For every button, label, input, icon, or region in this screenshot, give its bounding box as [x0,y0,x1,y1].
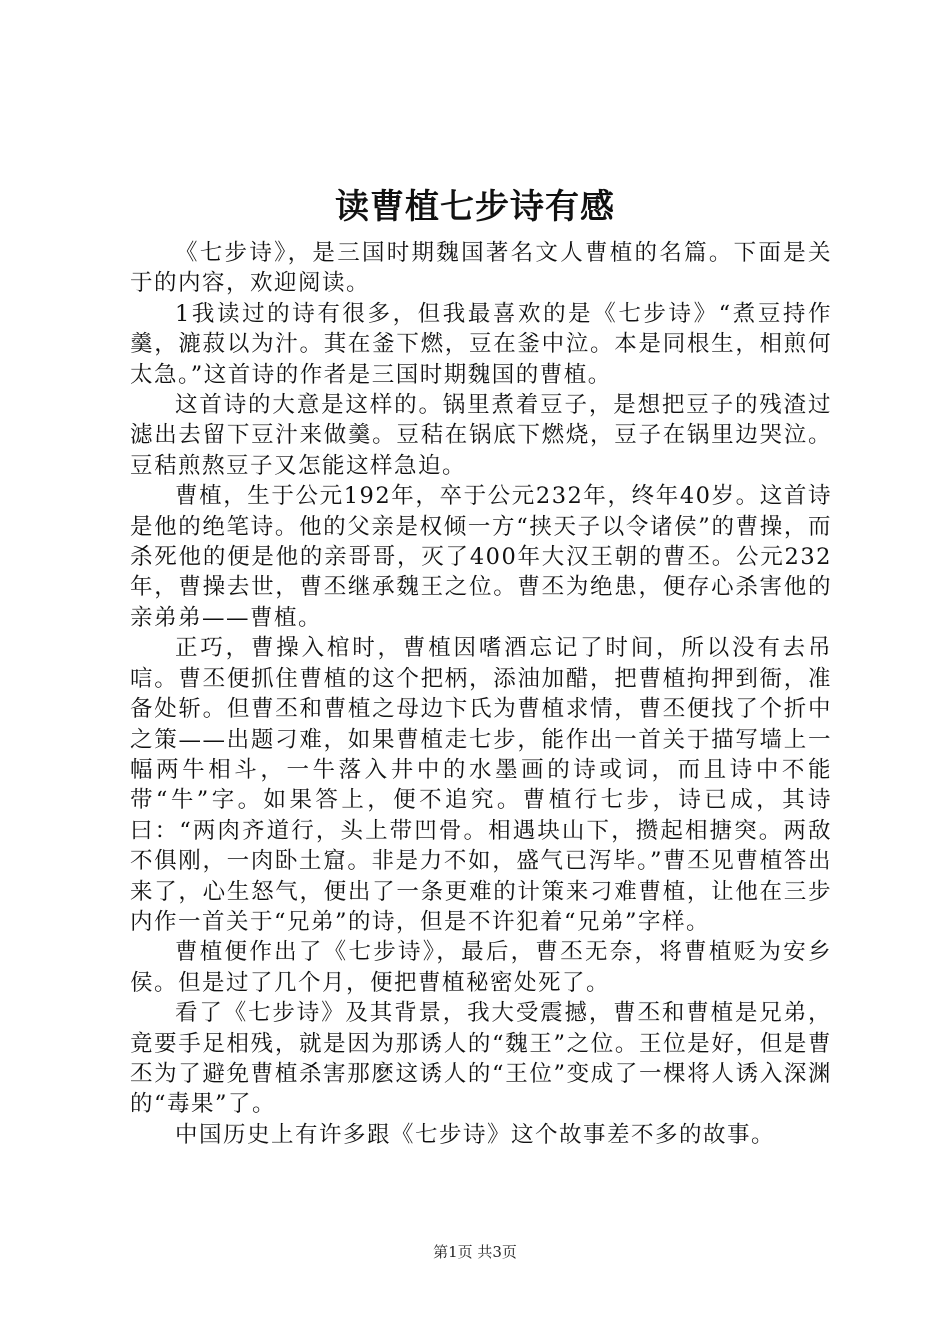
paragraph: 1我读过的诗有很多，但我最喜欢的是《七步诗》“煮豆持作羹，漉菽以为汁。萁在釜下燃，豆在釜中泣。本是同根生，相煎何太急。”这首诗的作者是三国时期魏国的曹植。 [130,300,832,388]
paragraph: 这首诗的大意是这样的。锅里煮着豆子，是想把豆子的残渣过滤出去留下豆汁来做羹。豆秸在锅底下燃烧，豆子在锅里边哭泣。豆秸煎熬豆子又怎能这样急迫。 [130,392,832,479]
paragraph: 《七步诗》，是三国时期魏国著名文人曹植的名篇。下面是关于的内容，欢迎阅读。 [130,240,832,297]
document-body [130,238,832,1150]
page-number-footer: 第1页 共3页 [433,1243,517,1261]
paragraph: 中国历史上有许多跟《七步诗》这个故事差不多的故事。 [175,1121,776,1148]
paragraph: 曹植便作出了《七步诗》，最后，曹丕无奈，将曹植贬为安乡侯。但是过了几个月，便把曹植秘密处死了。 [130,939,832,996]
paragraph: 看了《七步诗》及其背景，我大受震撼，曹丕和曹植是兄弟，竟要手足相残，就是因为那诱人的“魏王”之位。王位是好，但是曹丕为了避免曹植杀害那麽这诱人的“王位”变成了一棵将人诱入深渊的“毒果”了。 [130,1000,832,1118]
document-title: 读曹植七步诗有感 [335,187,615,227]
paragraph: 曹植，生于公元192年，卒于公元232年，终年40岁。这首诗是他的绝笔诗。他的父亲是权倾一方“挟天子以令诸侯”的曹操，而杀死他的便是他的亲哥哥，灭了400年大汉王朝的曹丕。公元232年，曹操去世，曹丕继承魏王之位。曹丕为绝患，便存心杀害他的亲弟弟——曹植。 [130,483,832,631]
paragraph: 正巧，曹操入棺时，曹植因嗜酒忘记了时间，所以没有去吊唁。曹丕便抓住曹植的这个把柄，添油加醋，把曹植拘押到衙，准备处斩。但曹丕和曹植之母边卞氏为曹植求情，曹丕便找了个折中之策——出题刁难，如果曹植走七步，能作出一首关于描写墙上一幅两牛相斗，一牛落入井中的水墨画的诗或词，而且诗中不能带“牛”字。如果答上，便不追究。曹植行七步，诗已成，其诗曰：“两肉齐道行，头上带凹骨。相遇块山下，攒起相搪突。两敌不俱刚，一肉卧土窟。非是力不如，盛气已泻毕。”曹丕见曹植答出来了，心生怒气，便出了一条更难的计策来刁难曹植，让他在三步内作一首关于“兄弟”的诗，但是不许犯着“兄弟”字样。 [130,635,832,935]
